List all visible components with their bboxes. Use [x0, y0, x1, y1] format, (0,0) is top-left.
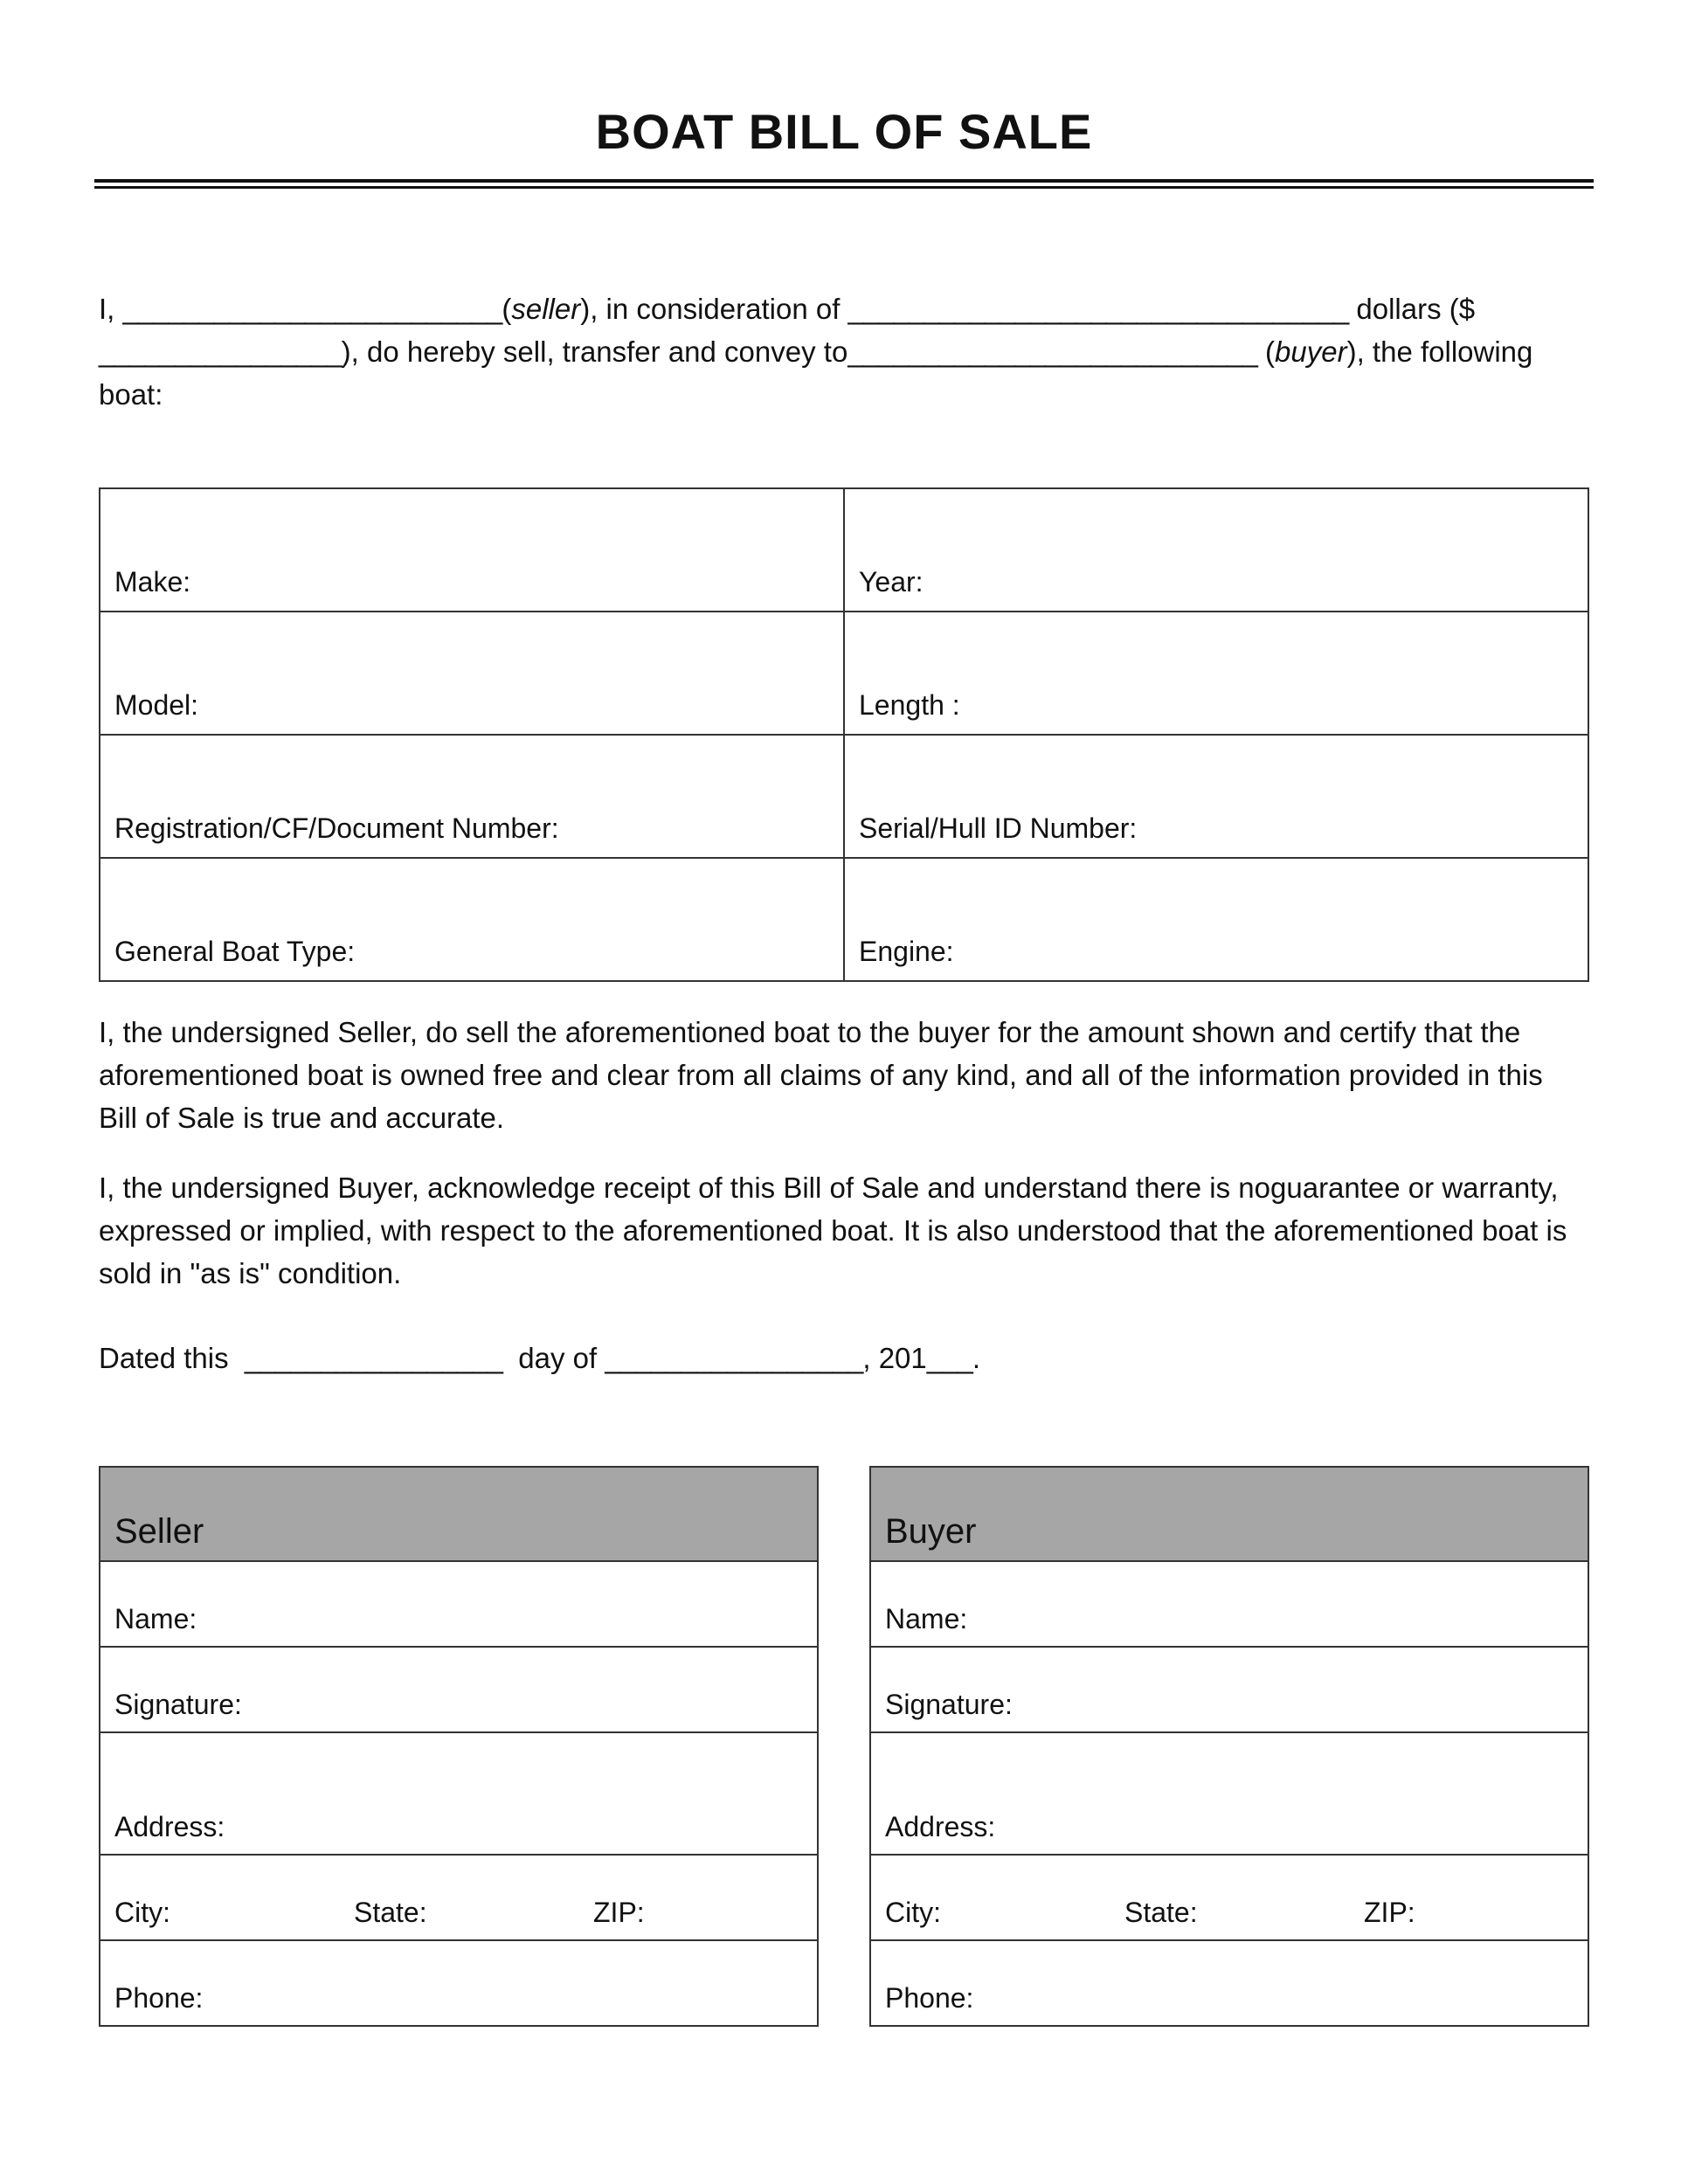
seller-label: seller — [511, 293, 581, 325]
buyer-zip-field[interactable]: ZIP: — [1364, 1897, 1415, 1928]
table-row — [100, 488, 1588, 612]
seller-city-field[interactable]: City: — [114, 1897, 170, 1928]
document-title: BOAT BILL OF SALE — [595, 104, 1093, 159]
seller-table — [99, 1466, 819, 2027]
year-prefix: , 201 — [862, 1342, 927, 1374]
buyer-header: Buyer — [870, 1467, 1588, 1561]
seller-header: Seller — [100, 1467, 818, 1561]
buyer-name-blank[interactable]: ___________________________ — [847, 335, 1257, 368]
buyer-label: buyer — [1275, 335, 1347, 368]
table-row — [100, 735, 1588, 858]
serial-hull-id-field[interactable]: Serial/Hull ID Number: — [844, 735, 1588, 858]
title-rule-bottom — [94, 186, 1594, 189]
seller-name-field[interactable]: Name: — [100, 1561, 818, 1647]
model-field[interactable]: Model: — [100, 612, 844, 735]
seller-name-blank[interactable]: _________________________ — [122, 293, 502, 325]
buyer-signature-field[interactable]: Signature: — [870, 1647, 1588, 1732]
buyer-phone-field[interactable]: Phone: — [870, 1940, 1588, 2026]
seller-state-field[interactable]: State: — [354, 1897, 427, 1928]
buyer-city-state-zip-row — [870, 1855, 1588, 1940]
seller-zip-field[interactable]: ZIP: — [593, 1897, 645, 1928]
dated-line — [99, 1337, 980, 1379]
registration-number-field[interactable]: Registration/CF/Document Number: — [100, 735, 844, 858]
consideration-text: ), in consideration of — [580, 293, 848, 325]
boat-type-field[interactable]: General Boat Type: — [100, 858, 844, 981]
buyer-table — [869, 1466, 1589, 2027]
convey-text: ), do hereby sell, transfer and convey to — [341, 335, 848, 368]
year-field[interactable]: Year: — [844, 488, 1588, 612]
length-field[interactable]: Length : — [844, 612, 1588, 735]
dollars-text: dollars ($ — [1348, 293, 1476, 325]
make-field[interactable]: Make: — [100, 488, 844, 612]
dated-prefix: Dated this — [99, 1342, 245, 1374]
buyer-name-field[interactable]: Name: — [870, 1561, 1588, 1647]
intro-line-1: I, _________________________(seller), in consideration of _________________________________ dollars ($ — [99, 293, 1476, 325]
boat-details-table — [99, 487, 1589, 982]
engine-field[interactable]: Engine: — [844, 858, 1588, 981]
amount-words-blank[interactable]: _________________________________ — [847, 293, 1349, 325]
year-blank[interactable]: ___ — [926, 1342, 972, 1374]
seller-phone-field[interactable]: Phone: — [100, 1940, 818, 2026]
seller-signature-field[interactable]: Signature: — [100, 1647, 818, 1732]
seller-address-field[interactable]: Address: — [100, 1732, 818, 1855]
month-blank[interactable]: _________________ — [605, 1342, 863, 1374]
title-rule-top — [94, 179, 1594, 183]
buyer-acknowledgement: I, the undersigned Buyer, acknowledge receipt of this Bill of Sale and understand there is noguarantee or warranty, expressed or implied, with respect to the aforementioned boat. It is also understood that the aforementioned boat is sold in "as is" condition. — [99, 1171, 1567, 1289]
dated-suffix: . — [972, 1342, 980, 1374]
intro-prefix: I, — [99, 293, 123, 325]
day-blank[interactable]: _________________ — [244, 1342, 502, 1374]
buyer-city-field[interactable]: City: — [885, 1897, 941, 1928]
seller-city-state-zip-row — [100, 1855, 818, 1940]
day-of-text: day of — [502, 1342, 605, 1374]
buyer-open-paren: ( — [1256, 335, 1276, 368]
following-text: ), the following — [1346, 335, 1533, 368]
table-row — [100, 612, 1588, 735]
amount-numeric-blank[interactable]: ________________ — [99, 335, 342, 368]
buyer-address-field[interactable]: Address: — [870, 1732, 1588, 1855]
table-row — [100, 858, 1588, 981]
intro-line-3: boat: — [99, 378, 163, 411]
intro-line-2 — [99, 331, 1532, 373]
buyer-state-field[interactable]: State: — [1124, 1897, 1198, 1928]
seller-certification: I, the undersigned Seller, do sell the aforementioned boat to the buyer for the amount shown and certify that the aforementioned boat is owned free and clear from all claims of any kind, and all of the information provided in this Bill of Sale is true and accurate. — [99, 1016, 1543, 1134]
